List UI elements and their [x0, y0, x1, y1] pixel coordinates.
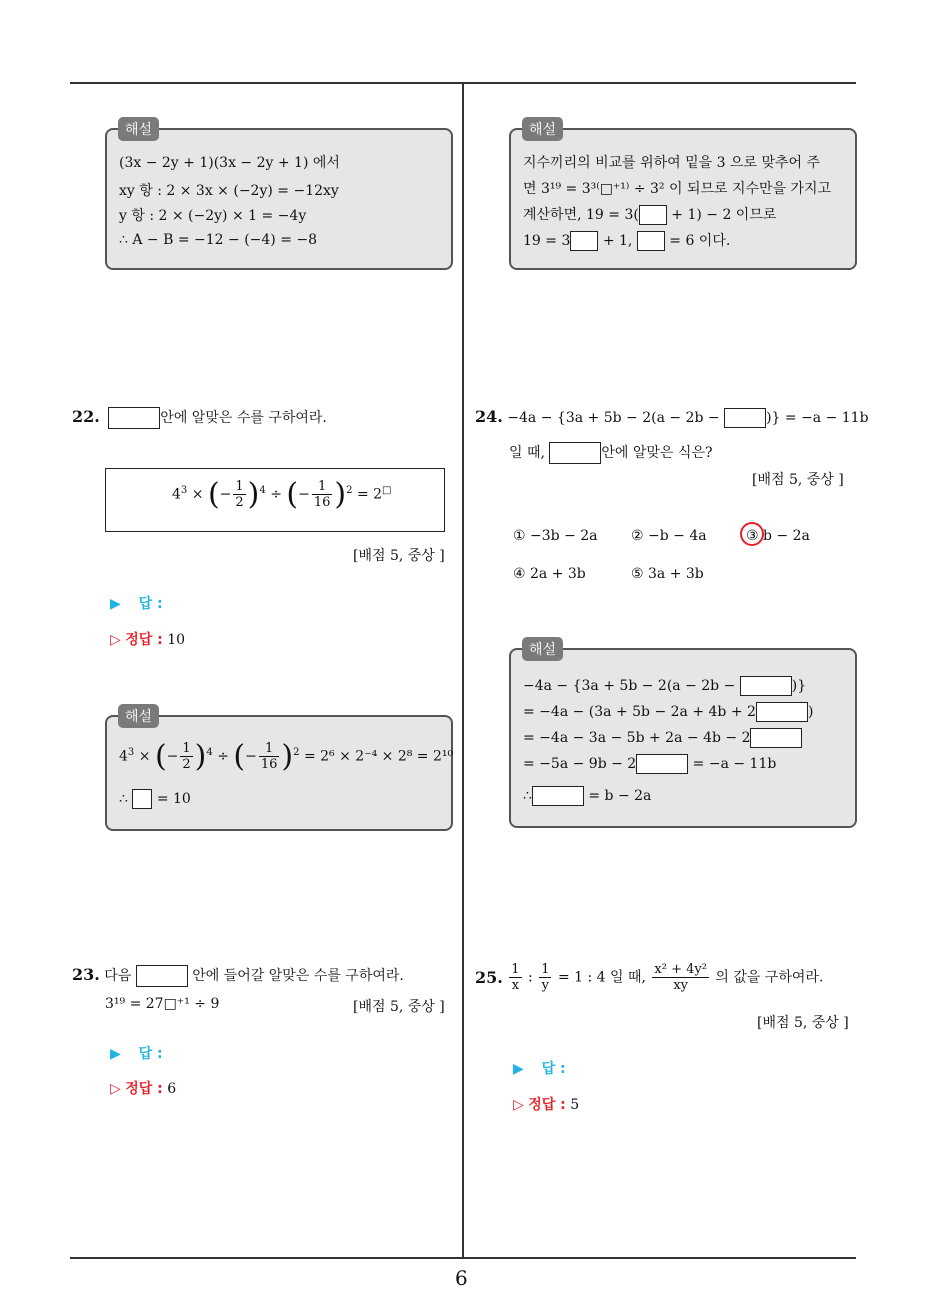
paren-open: (: [233, 739, 246, 774]
correct-label: 정답 :: [125, 1081, 163, 1097]
q23-question: [72, 965, 404, 987]
expr-rhs: = 2: [356, 486, 383, 503]
explain-text: ): [807, 704, 814, 720]
score-label: [배점 5, 중상 ]: [353, 999, 445, 1015]
q23-explain-panel: [509, 128, 857, 270]
div-sign: ÷: [217, 748, 229, 765]
minus-sign: −: [219, 486, 232, 503]
fraction: [539, 962, 551, 993]
paren-close: ): [334, 477, 347, 512]
play-icon: ▶: [513, 1061, 524, 1077]
option-value: −3b − 2a: [530, 528, 598, 544]
fraction-denominator: y: [541, 978, 550, 993]
question-text: 다음: [104, 968, 132, 984]
correct-row: [110, 1078, 176, 1098]
explain-text: 계산하면, 19 = 3(: [523, 207, 639, 223]
selected-circle-mark: [740, 522, 764, 546]
correct-label: 정답 :: [528, 1097, 566, 1113]
paren-close: ): [281, 739, 294, 774]
column-divider: [462, 82, 464, 1258]
correct-row: [110, 629, 185, 649]
therefore-sign: ∴: [523, 788, 532, 804]
explain-line: [523, 786, 651, 806]
therefore-sign: ∴: [119, 791, 128, 807]
question-number: 24.: [475, 407, 503, 426]
answer-blank: [740, 676, 792, 696]
question-number: 25.: [475, 968, 503, 987]
expr-exponent: □: [382, 484, 392, 496]
correct-value: 6: [167, 1081, 177, 1097]
expr-exponent: 4: [206, 746, 213, 758]
answer-label: 답 :: [138, 1046, 163, 1062]
q22-expression: [172, 477, 392, 512]
question-text: 안에 들어갈 알맞은 수를 구하여라.: [192, 968, 404, 984]
fraction: [180, 741, 192, 772]
expr-exponent: 3: [180, 484, 188, 496]
paren-open: (: [286, 477, 299, 512]
explain-text: = −4a − (3a + 5b − 2a + 4b + 2: [523, 704, 756, 720]
fraction-numerator: 1: [235, 479, 244, 494]
answer-row: [513, 1058, 566, 1078]
explain-text: = −5a − 9b − 2: [523, 756, 637, 772]
paren-close: ): [247, 477, 260, 512]
fraction-denominator: xy: [673, 978, 689, 993]
q24-question-line2: [509, 442, 712, 464]
question-text: 일 때,: [509, 445, 545, 461]
answer-row: [110, 1043, 163, 1063]
answer-blank: [756, 702, 808, 722]
question-number: 22.: [72, 407, 100, 426]
expr-times: ×: [191, 486, 204, 503]
question-number: 23.: [72, 965, 100, 984]
expr-exponent: 3: [127, 746, 135, 758]
correct-value: 10: [167, 632, 186, 648]
explain-tag: 해설: [522, 117, 563, 141]
fraction-numerator: 1: [511, 962, 520, 977]
page-number: 6: [455, 1266, 468, 1290]
answer-blank: [136, 965, 188, 987]
q25-question: [475, 962, 823, 993]
correct-row: [513, 1094, 579, 1114]
play-icon: ▶: [110, 596, 121, 612]
answer-blank: [639, 205, 667, 225]
explain-line: y 항 : 2 × (−2y) × 1 = −4y: [119, 208, 307, 224]
option-2[interactable]: [631, 528, 707, 544]
explain-text: = 6 이다.: [669, 233, 731, 249]
question-text: 안에 알맞은 수를 구하여라.: [160, 410, 327, 426]
fraction-numerator: 1: [259, 741, 280, 757]
option-marker: ③: [746, 528, 759, 544]
answer-blank: [724, 408, 766, 428]
explain-line: 면 3¹⁹ = 3³⁽□⁺¹⁾ ÷ 3² 이 되므로 지수만을 가지고: [523, 181, 832, 197]
outline-play-icon: ▷: [110, 632, 121, 648]
minus-sign: −: [245, 748, 257, 765]
fraction-numerator: x² + 4y²: [654, 962, 707, 977]
explain-line: [523, 728, 802, 748]
q24-question: [475, 407, 869, 428]
explain-text: = −a − 11b: [692, 756, 777, 772]
explain-text: + 1,: [602, 233, 633, 249]
fraction: [509, 962, 521, 993]
expr-base: 4: [119, 748, 128, 765]
q24-explain-panel: [509, 648, 857, 828]
fraction: [233, 479, 245, 510]
option-marker: ⑤: [631, 566, 644, 582]
fraction-denominator: 2: [235, 495, 244, 510]
answer-blank: [750, 728, 802, 748]
fraction-numerator: 1: [541, 962, 550, 977]
answer-blank: [532, 786, 584, 806]
answer-blank: [636, 754, 688, 774]
fraction-denominator: 2: [182, 757, 191, 772]
explain-tag: 해설: [522, 637, 563, 661]
answer-label: 답 :: [138, 596, 163, 612]
fraction-denominator: x: [511, 978, 520, 993]
explain-line: [119, 789, 191, 809]
explain-line: [523, 204, 776, 225]
explain-line: 지수끼리의 비교를 위하여 밑을 3 으로 맞추어 주: [523, 155, 821, 171]
explain-text: −4a − {3a + 5b − 2(a − 2b −: [523, 678, 736, 694]
explain-tag: 해설: [118, 704, 159, 728]
paren-open: (: [207, 477, 220, 512]
explain-text: = b − 2a: [588, 788, 652, 804]
score-label: [배점 5, 중상 ]: [353, 548, 445, 564]
answer-blank: [549, 442, 601, 464]
question-text: = 1 : 4 일 때,: [557, 969, 646, 986]
explain-line: (3x − 2y + 1)(3x − 2y + 1) 에서: [119, 155, 340, 171]
fraction: [652, 962, 709, 993]
question-expression: )} = −a − 11b: [766, 410, 869, 426]
play-icon: ▶: [110, 1046, 121, 1062]
option-value: 2a + 3b: [530, 566, 586, 582]
paren-close: ): [194, 739, 207, 774]
minus-sign: −: [166, 748, 179, 765]
expr-times: ×: [138, 748, 151, 765]
option-5[interactable]: [631, 566, 704, 582]
answer-blank: [108, 407, 160, 429]
explain-line: [119, 739, 453, 774]
outline-play-icon: ▷: [513, 1097, 524, 1113]
correct-value: 5: [570, 1097, 580, 1113]
q21-explain-panel: [105, 128, 453, 270]
option-value: 3a + 3b: [648, 566, 704, 582]
explain-line: [523, 702, 813, 722]
minus-sign: −: [298, 486, 310, 503]
explain-result: = 10: [156, 791, 191, 807]
answer-blank: [132, 789, 152, 809]
explain-text: = −4a − 3a − 5b + 2a − 4b − 2: [523, 730, 751, 746]
correct-label: 정답 :: [125, 632, 163, 648]
ratio-colon: :: [528, 969, 533, 986]
option-marker: ②: [631, 528, 644, 544]
fraction: [312, 479, 333, 510]
score-label: [배점 5, 중상 ]: [752, 472, 844, 488]
explain-line: [523, 754, 776, 774]
question-text: 안에 알맞은 식은?: [601, 445, 713, 461]
explain-line: [523, 230, 730, 251]
fraction-numerator: 1: [312, 479, 333, 495]
fraction-denominator: 16: [313, 495, 331, 510]
explain-result: = 2⁶ × 2⁻⁴ × 2⁸ = 2¹⁰: [303, 748, 454, 765]
option-4[interactable]: [513, 566, 586, 582]
explain-line: [523, 676, 806, 696]
q23-expression: 3¹⁹ = 27□⁺¹ ÷ 9: [105, 996, 220, 1012]
q22-explain-panel: [105, 715, 453, 831]
q22-expression-box: [105, 468, 445, 532]
fraction: [259, 741, 280, 772]
question-expression: −4a − {3a + 5b − 2(a − 2b −: [507, 410, 720, 426]
paren-open: (: [154, 739, 167, 774]
explain-text: )}: [791, 678, 807, 694]
option-value: −b − 4a: [648, 528, 707, 544]
expr-exponent: 2: [293, 746, 300, 758]
explain-text: 19 = 3: [523, 233, 571, 249]
fraction-denominator: 16: [260, 757, 278, 772]
answer-blank: [570, 231, 598, 251]
answer-blank: [637, 231, 665, 251]
explain-tag: 해설: [118, 117, 159, 141]
explain-text: + 1) − 2 이므로: [671, 207, 777, 223]
answer-label: 답 :: [541, 1061, 566, 1077]
question-text: 의 값을 구하여라.: [715, 969, 824, 986]
option-marker: ④: [513, 566, 526, 582]
q22-question: [72, 407, 327, 429]
expr-base: 4: [172, 486, 181, 503]
expr-exponent: 2: [346, 484, 353, 496]
explain-line: xy 항 : 2 × 3x × (−2y) = −12xy: [119, 183, 339, 199]
outline-play-icon: ▷: [110, 1081, 121, 1097]
option-1[interactable]: [513, 528, 598, 544]
expr-exponent: 4: [259, 484, 266, 496]
answer-row: [110, 593, 163, 613]
score-label: [배점 5, 중상 ]: [757, 1015, 849, 1031]
option-value: b − 2a: [763, 528, 810, 544]
option-marker: ①: [513, 528, 526, 544]
explain-line: ∴ A − B = −12 − (−4) = −8: [119, 232, 318, 248]
fraction-numerator: 1: [182, 741, 191, 756]
div-sign: ÷: [270, 486, 282, 503]
